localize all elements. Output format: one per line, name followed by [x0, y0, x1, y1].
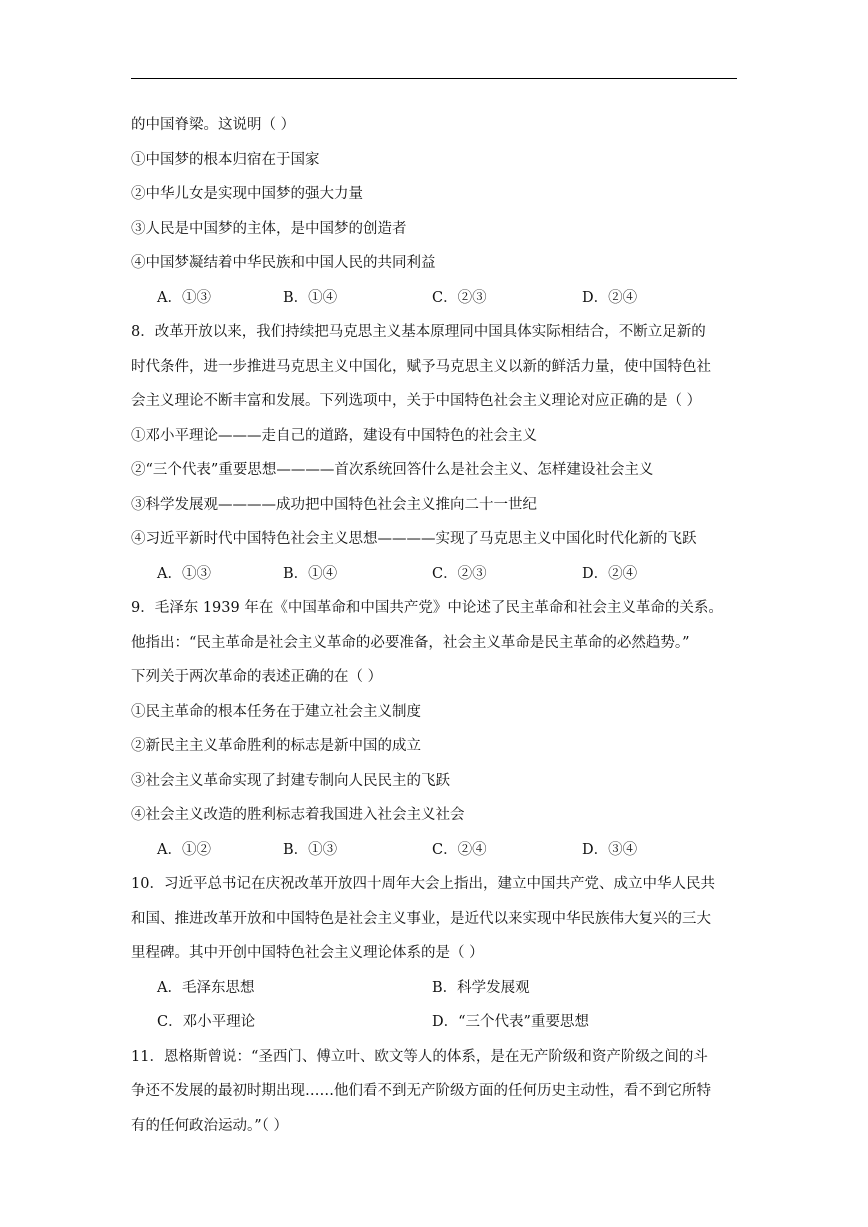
q8-item-1: ①邓小平理论———走自己的道路，建设有中国特色的社会主义	[131, 427, 537, 444]
q9-item-1: ①民主革命的根本任务在于建立社会主义制度	[131, 703, 421, 720]
q8-item-3: ③科学发展观————成功把中国特色社会主义推向二十一世纪	[131, 496, 537, 513]
q7-item-4: ④中国梦凝结着中华民族和中国人民的共同利益	[131, 255, 436, 271]
q9-stem-line-2: 他指出：“民主革命是社会主义革命的必要准备，社会主义革命是民主革命的必然趋势。”	[131, 634, 690, 651]
q9-item-4: ④社会主义改造的胜利标志着我国进入社会主义社会	[131, 807, 465, 823]
q10-options-row-2	[131, 1005, 737, 1040]
q10-option-a: A．毛泽东思想	[157, 979, 255, 996]
q11-stem-line-1: 11．恩格斯曾说：“圣西门、傅立叶、欧文等人的体系，是在无产阶级和资产阶级之间的斗	[131, 1048, 708, 1065]
q7-option-c: C．②③	[432, 289, 487, 306]
q8-item-2: ②“三个代表”重要思想————首次系统回答什么是社会主义、怎样建设社会主义	[131, 462, 654, 478]
q9-option-b: B．①③	[283, 841, 338, 858]
q7-option-a: A．①③	[157, 289, 211, 306]
q10-options-row-1	[131, 971, 737, 1006]
q10-stem-line-3: 里程碑。其中开创中国特色社会主义理论体系的是（ ）	[131, 945, 484, 961]
q8-stem-line-3: 会主义理论不断丰富和发展。下列选项中，关于中国特色社会主义理论对应正确的是（ ）	[131, 393, 702, 409]
q7-option-d: D．②④	[582, 289, 638, 306]
header-rule	[131, 78, 737, 79]
q9-option-d: D．③④	[582, 841, 638, 858]
q9-item-2: ②新民主主义革命胜利的标志是新中国的成立	[131, 738, 421, 754]
q10-option-b: B．科学发展观	[432, 979, 530, 996]
q7-item-1: ①中国梦的根本归宿在于国家	[131, 151, 320, 168]
q9-stem-line-1: 9．毛泽东 1939 年在《中国革命和中国共产党》中论述了民主革命和社会主义革命的关系。	[131, 600, 723, 616]
q10-stem-line-1: 10．习近平总书记在庆祝改革开放四十周年大会上指出，建立中国共产党、成立中华人民共	[131, 876, 715, 892]
q9-options	[131, 833, 737, 868]
q8-option-b: B．①④	[283, 565, 338, 582]
q7-item-2: ②中华儿女是实现中国梦的强大力量	[131, 186, 363, 202]
q7-options	[131, 281, 737, 316]
q8-stem-line-1: 8．改革开放以来，我们持续把马克思主义基本原理同中国具体实际相结合，不断立足新的	[131, 324, 706, 340]
q8-item-4: ④习近平新时代中国特色社会主义思想————实现了马克思主义中国化时代化新的飞跃	[131, 531, 697, 547]
q9-stem-line-3: 下列关于两次革命的表述正确的在（ ）	[131, 669, 383, 685]
q10-stem-line-2: 和国、推进改革开放和中国特色是社会主义事业，是近代以来实现中华民族伟大复兴的三大	[131, 910, 711, 927]
q9-option-c: C．②④	[432, 841, 487, 858]
q8-options	[131, 557, 737, 592]
q7-item-3: ③人民是中国梦的主体，是中国梦的创造者	[131, 220, 407, 237]
q9-option-a: A．①②	[157, 841, 211, 858]
q11-stem-line-2: 争还不发展的最初时期出现……他们看不到无产阶级方面的任何历史主动性，看不到它所特	[131, 1083, 711, 1099]
q7-option-b: B．①④	[283, 289, 338, 306]
q8-option-a: A．①③	[157, 565, 211, 582]
q7-stem-tail: 的中国脊梁。这说明（ ）	[131, 117, 296, 133]
q10-option-c: C．邓小平理论	[157, 1014, 256, 1030]
q11-stem-line-3: 有的任何政治运动。”（ ）	[131, 1117, 289, 1134]
q9-item-3: ③社会主义革命实现了封建专制向人民民主的飞跃	[131, 772, 450, 789]
q8-option-c: C．②③	[432, 565, 487, 582]
q8-stem-line-2: 时代条件，进一步推进马克思主义中国化，赋予马克思主义以新的鲜活力量，使中国特色社	[131, 358, 711, 375]
q8-option-d: D．②④	[582, 565, 638, 582]
page-content	[131, 108, 737, 1143]
q10-option-d: D．“三个代表”重要思想	[432, 1014, 589, 1030]
